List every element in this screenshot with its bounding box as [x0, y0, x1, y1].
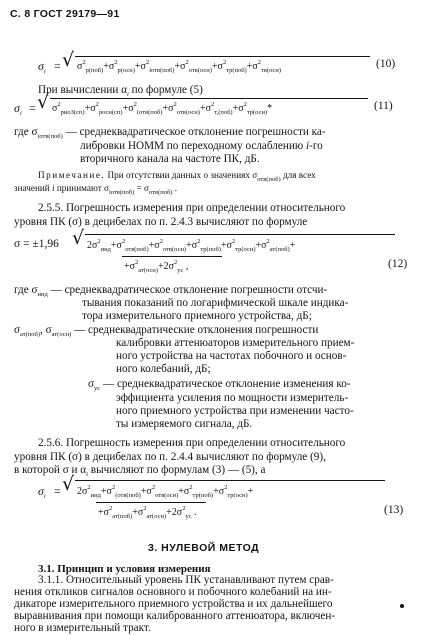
- where-sigma-at-l4: ного колебаний, дБ;: [116, 363, 211, 375]
- equation-13: $\sigma_i$ = √ $2\sigma^2_{инд}+\sigma^2_{(отв(поб)}+\sigma^2_{отв(осн)}+\sigma^2_{тр(поб)}+\sigma^2_{тр(осн)}+$ $+\sigma^2_{ат(поб)}+\sigma^2_{ат(осн)}+2\sigma^2_{ус}$ . (13): [38, 473, 404, 520]
- where-sigma-iotv-l2: либровки НОММ по переходному ослаблению i-го: [80, 140, 323, 152]
- where-sigma-at-l3: ного устройства на частотах побочного и основ-: [116, 350, 347, 362]
- para-2-5-6-l2: уровня ПК (σ) в децибелах по п. 2.4.4 вычисляют по формуле (9),: [14, 451, 326, 463]
- note-line-1: Примечание. При отсутствии данных о значениях $\sigma_{отв(поб)}$ для всех: [38, 170, 316, 183]
- equation-10: $\sigma_i$ = √ $\sigma^2_{р(поб)}+\sigma^2_{р(осн)}+\sigma^2_{iотв(поб)}+\sigma^2_{отв(осн)}+\sigma^2_{тр(поб)}+\sigma^2_{тв(осн)}$ (10): [38, 49, 396, 75]
- equation-10-number: (10): [376, 58, 396, 70]
- subsection-3-1-title: 3.1. Принцип и условия измерения: [38, 563, 211, 575]
- where-sigma-us-l2: эффициента усиления по мощности измеритель-: [116, 392, 349, 404]
- where-sigma-us: $\sigma_{ус}$ — среднеквадратическое отклонение изменения ко-: [88, 378, 351, 392]
- where-sigma-us-l4: ты измеряемого сигнала, дБ.: [116, 418, 253, 430]
- para-2-5-6-l1: 2.5.6. Погрешность измерения при определении относительного: [38, 437, 346, 449]
- where-sigma-at-l2: калибровки аттенюаторов измерительного прием-: [116, 337, 355, 349]
- para-2-5-6-l3: в которой σ и $\alpha_i$ вычисляют по формулам (3) — (5), а: [14, 464, 266, 478]
- para-3-1-1-l1: 3.1.1. Относительный уровень ПК устанавливают путем срав-: [38, 574, 334, 586]
- section-3-title: 3. НУЛЕВОЙ МЕТОД: [148, 542, 260, 554]
- where-sigma-iotv: где $\sigma_{iотв(поб)}$ — среднеквадратическое отклонение погрешности ка-: [14, 126, 326, 140]
- where-sigma-ind-l3: тора измерительного приемного устройства, дБ;: [82, 310, 312, 322]
- equation-12-number: (12): [388, 258, 408, 270]
- where-sigma-us-l3: ного приемного устройства при изменении часто-: [116, 405, 354, 417]
- equation-12: σ = ±1,96 √ $2\sigma^2_{инд}+\sigma^2_{отв(поб)}+\sigma^2_{отв(осн)}+\sigma^2_{тр(поб)}+\sigma^2_{тр(осн)}+\sigma^2_{ат(поб)}+$ $+\sigma^2_{ат(осн)}+2\sigma^2_{ус}$ , (12): [14, 227, 408, 274]
- para-3-1-1-l4: выравнивания при помощи калиброванного аттенюатора, включен-: [14, 610, 336, 622]
- equation-11: $\sigma_i$ = √ $\sigma^2_{риоЗ(сп)}+\sigma^2_{росн(сп)}+\sigma^2_{(отв(поб)}+\sigma^2_{отв(осн)}+\sigma^2_{т,(поб)}+\sigma^2_{тр(осн)}*$ (11): [14, 91, 393, 117]
- equation-11-number: (11): [374, 100, 393, 112]
- para-2-5-5-l1: 2.5.5. Погрешность измерения при определении относительного: [38, 202, 346, 214]
- page-mark-dot: [400, 604, 404, 608]
- equation-13-number: (13): [384, 504, 404, 516]
- where-sigma-ind-l2: тывания показаний по логарифмической шкале индика-: [82, 297, 349, 309]
- where-sigma-ind: где $\sigma_{инд}$ — среднеквадратическое отклонение погрешности отсчи-: [14, 284, 328, 298]
- para-3-1-1-l5: ного в измерительный тракт.: [14, 622, 151, 634]
- para-2-5-5-l2: уровня ПК (σ) в децибелах по п. 2.4.3 вычисляют по формуле: [14, 216, 308, 228]
- where-sigma-iotv-l3: вторичного канала на частоте ПК, дБ.: [80, 153, 260, 165]
- para-3-1-1-l3: дикаторе измерительного приемного устройства и их дальнейшего: [14, 598, 333, 610]
- where-sigma-at: $\sigma_{ат(поб)}$, $\sigma_{ат(осн)}$ — среднеквадратические отклонения погрешности: [14, 324, 319, 338]
- para-3-1-1-l2: нения откликов сигналов основного и побочного колебаний на ин-: [14, 586, 332, 598]
- note-line-2: значений i принимают $\sigma_{iотв(поб)} = \sigma_{отв(поб)}$ .: [14, 183, 178, 196]
- running-head: С. 8 ГОСТ 29179—91: [10, 8, 120, 20]
- para-alpha: При вычислении $\alpha_i$ по формуле (5): [38, 84, 203, 98]
